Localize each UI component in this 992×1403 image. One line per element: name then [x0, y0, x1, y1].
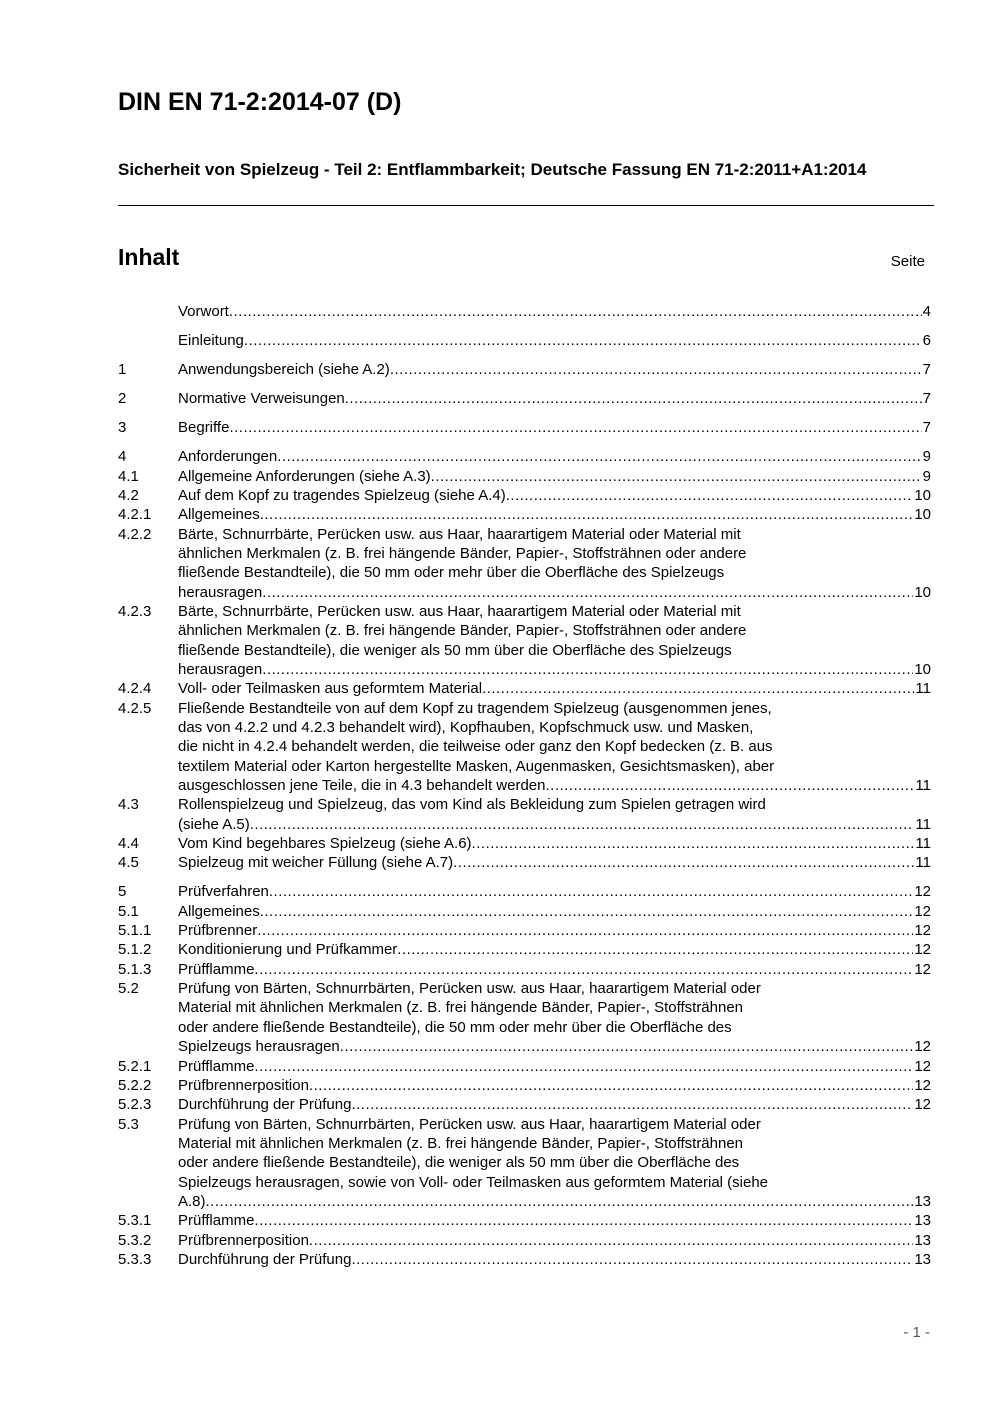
- toc-entry-number: 4.2.4: [118, 680, 152, 698]
- toc-dot-leader: [309, 1231, 913, 1250]
- toc-entry-page: 12: [914, 1038, 931, 1056]
- toc-entry-title-line: Spielzeugs herausragen, sowie von Voll- oder Teilmasken aus geformtem Material (siehe: [178, 1173, 769, 1191]
- toc-entry-page: 13: [914, 1231, 931, 1249]
- toc-entry-number: [118, 302, 178, 321]
- header-divider: [118, 205, 934, 206]
- toc-entry-title-line: Anwendungsbereich (siehe A.2): [178, 361, 390, 379]
- toc-entry[interactable]: [118, 679, 931, 698]
- toc-entry-page: 7: [922, 419, 931, 437]
- toc-dot-leader: [453, 853, 914, 872]
- toc-entry[interactable]: [118, 418, 931, 437]
- toc-entry-number: 5.2: [118, 980, 139, 998]
- toc-entry-page: 11: [915, 854, 931, 872]
- toc-entry[interactable]: [118, 853, 931, 872]
- toc-entry[interactable]: [118, 1231, 931, 1250]
- toc-entry-number: 5: [118, 883, 127, 901]
- toc-entry-number: 4.4: [118, 835, 139, 853]
- toc-entry[interactable]: [118, 940, 931, 959]
- toc-entry[interactable]: [118, 1115, 931, 1212]
- document-subtitle: Sicherheit von Spielzeug - Teil 2: Entflammbarkeit; Deutsche Fassung EN 71-2:2011+A1:2014: [118, 160, 867, 179]
- toc-entry-title-line: Prüfbrenner: [178, 922, 258, 940]
- toc-entry-title-line: Spielzeugs herausragen: [178, 1038, 340, 1056]
- toc-entry-page: 12: [914, 1096, 931, 1114]
- toc-entry-page: 12: [914, 883, 931, 901]
- toc-entry-page: 7: [922, 390, 931, 408]
- toc-entry[interactable]: [118, 389, 931, 408]
- toc-entry-number: 2: [118, 390, 127, 408]
- toc-entry[interactable]: [118, 699, 931, 796]
- toc-entry-title-line: Prüfbrennerposition: [178, 1231, 309, 1249]
- toc-entry-title-line: Rollenspielzeug und Spielzeug, das vom Kind als Bekleidung zum Spielen getragen wird: [178, 796, 766, 814]
- toc-entry-page: 7: [922, 361, 931, 379]
- toc-dot-leader: [260, 505, 914, 524]
- toc-entry-number: 5.3.1: [118, 1212, 152, 1230]
- toc-entry[interactable]: [118, 360, 931, 379]
- toc-entry-title-line: Spielzeug mit weicher Füllung (siehe A.7): [178, 854, 454, 872]
- toc-entry-title-line: Prüfflamme: [178, 1212, 255, 1230]
- toc-dot-leader: [229, 418, 921, 437]
- toc-entry-page: 13: [914, 1250, 931, 1268]
- toc-entry-title-line: herausragen: [178, 583, 263, 601]
- toc-dot-leader: [262, 660, 913, 679]
- toc-entry-title-line: Prüfung von Bärten, Schnurrbärten, Perücken usw. aus Haar, haarartigem Material oder: [178, 1115, 761, 1133]
- toc-entry-number: 5.1.3: [118, 960, 152, 978]
- toc-entry-title-line: Fließende Bestandteile von auf dem Kopf zu tragendem Spielzeug (ausgenommen jenes,: [178, 699, 772, 717]
- toc-entry[interactable]: [118, 505, 931, 524]
- toc-spacer: [118, 437, 931, 447]
- toc-spacer: [118, 350, 931, 360]
- toc-entry[interactable]: [118, 1250, 931, 1269]
- toc-dot-leader: [257, 921, 913, 940]
- toc-entry-number: 1: [118, 361, 127, 379]
- toc-dot-leader: [269, 882, 913, 901]
- toc-entry-title-line: herausragen: [178, 660, 263, 678]
- toc-entry[interactable]: [118, 1057, 931, 1076]
- toc-dot-leader: [254, 960, 913, 979]
- toc-dot-leader: [390, 360, 922, 379]
- toc-entry-title-line: fließende Bestandteile), die 50 mm oder mehr über die Oberfläche des Spielzeugs: [178, 564, 725, 582]
- toc-entry-number: 5.2.3: [118, 1096, 152, 1114]
- toc-entry-number: 5.2.1: [118, 1057, 152, 1075]
- toc-entry-title-line: Auf dem Kopf zu tragendes Spielzeug (siehe A.4): [178, 486, 506, 504]
- toc-entry-number: 5.1: [118, 902, 139, 920]
- toc-entry-title-line: Allgemeine Anforderungen (siehe A.3): [178, 467, 431, 485]
- toc-entry-title-line: Durchführung der Prüfung: [178, 1250, 352, 1268]
- toc-entry-page: 11: [915, 680, 931, 698]
- toc-entry[interactable]: [118, 331, 931, 350]
- toc-entry-number: 5.3: [118, 1115, 139, 1133]
- toc-entry-page: 10: [914, 660, 931, 678]
- toc-entry-page: 10: [914, 583, 931, 601]
- toc-entry-number: [118, 331, 178, 350]
- page-number: - 1 -: [903, 1324, 930, 1341]
- toc-dot-leader: [309, 1076, 913, 1095]
- toc-dot-leader: [546, 776, 915, 795]
- toc-entry[interactable]: [118, 921, 931, 940]
- toc-entry[interactable]: [118, 902, 931, 921]
- toc-entry-number: 4.2.2: [118, 525, 152, 543]
- toc-dot-leader: [244, 331, 922, 350]
- toc-entry-number: 4.1: [118, 467, 139, 485]
- toc-entry[interactable]: [118, 960, 931, 979]
- toc-entry-title-line: Voll- oder Teilmasken aus geformtem Material: [178, 680, 483, 698]
- page-column-label: Seite: [890, 253, 925, 270]
- toc-dot-leader: [351, 1250, 913, 1269]
- toc-entry-number: 3: [118, 419, 127, 437]
- toc-entry-number: 4.2.1: [118, 506, 152, 524]
- toc-entry-title-line: die nicht in 4.2.4 behandelt werden, die teilweise oder ganz den Kopf bedecken (z. B. aus: [178, 738, 773, 756]
- toc-entry-title-line: Material mit ähnlichen Merkmalen (z. B. frei hängende Bänder, Papier-, Stoffsträhnen: [178, 1134, 744, 1152]
- toc-entry-page: 13: [914, 1192, 931, 1210]
- toc-entry-title-line: ähnlichen Merkmalen (z. B. frei hängende Bänder, Papier-, Stoffsträhnen oder andere: [178, 622, 747, 640]
- toc-entry-page: 11: [915, 777, 931, 794]
- toc-dot-leader: [206, 1192, 914, 1211]
- toc-dot-leader: [277, 447, 921, 466]
- toc-entry-number: 5.3.3: [118, 1250, 152, 1268]
- toc-entry-number: 4.2.5: [118, 699, 152, 717]
- toc-spacer: [118, 321, 931, 331]
- toc-entry-number: 4.2.3: [118, 602, 152, 620]
- toc-dot-leader: [229, 302, 922, 321]
- toc-entry-page: 10: [914, 506, 931, 524]
- toc-entry-title-line: Bärte, Schnurrbärte, Perücken usw. aus Haar, haarartigem Material oder Material mit: [178, 602, 741, 620]
- toc-entry-title-line: fließende Bestandteile), die weniger als 50 mm über die Oberfläche des Spielzeugs: [178, 641, 732, 659]
- toc-entry-number: 5.1.1: [118, 922, 152, 940]
- toc-entry[interactable]: [118, 1076, 931, 1095]
- toc-entry[interactable]: [118, 602, 931, 679]
- toc-entry-number: 4.2: [118, 486, 139, 504]
- toc-entry-number: 5.3.2: [118, 1231, 152, 1249]
- toc-entry-title-line: ähnlichen Merkmalen (z. B. frei hängende Bänder, Papier-, Stoffsträhnen oder andere: [178, 544, 747, 562]
- toc-entry-page: 12: [914, 960, 931, 978]
- toc-entry[interactable]: [118, 467, 931, 486]
- toc-entry-page: 9: [922, 448, 931, 466]
- toc-heading: Inhalt: [118, 244, 180, 270]
- toc-dot-leader: [482, 679, 914, 698]
- toc-entry-number: 4.3: [118, 796, 139, 814]
- toc-entry-page: 12: [914, 941, 931, 959]
- toc-entry[interactable]: [118, 979, 931, 1056]
- toc-entry-title-line: Prüfflamme: [178, 1057, 255, 1075]
- toc-entry[interactable]: [118, 1211, 931, 1230]
- toc-entry-page: 12: [914, 902, 931, 920]
- toc-dot-leader: [340, 1037, 914, 1056]
- toc-entry-title-line: Prüfverfahren: [178, 883, 269, 901]
- toc-dot-leader: [397, 940, 913, 959]
- toc-entry-page: 4: [922, 303, 931, 320]
- toc-entry-page: 12: [914, 1076, 931, 1094]
- toc-entry-title-line: A.8): [178, 1192, 206, 1210]
- toc-dot-leader: [254, 1211, 913, 1230]
- toc-entry-title-line: Durchführung der Prüfung: [178, 1096, 352, 1114]
- toc-dot-leader: [345, 389, 922, 408]
- toc-spacer: [118, 408, 931, 418]
- toc-dot-leader: [431, 467, 922, 486]
- document-title: DIN EN 71-2:2014-07 (D): [118, 88, 402, 116]
- toc-dot-leader: [472, 834, 915, 853]
- table-of-contents: [118, 302, 931, 1269]
- toc-entry-title-line: das von 4.2.2 und 4.2.3 behandelt wird), Kopfhauben, Kopfschmuck usw. und Masken,: [178, 718, 754, 736]
- toc-entry-title-line: Einleitung: [178, 332, 244, 350]
- toc-entry[interactable]: [118, 1095, 931, 1114]
- toc-entry-page: 12: [914, 1057, 931, 1075]
- toc-dot-leader: [351, 1095, 913, 1114]
- toc-entry-page: 11: [915, 815, 931, 833]
- toc-spacer: [118, 873, 931, 883]
- toc-entry-title-line: Konditionierung und Prüfkammer: [178, 941, 398, 959]
- toc-entry[interactable]: [118, 834, 931, 853]
- toc-entry[interactable]: [118, 525, 931, 602]
- toc-entry-title-line: oder andere fließende Bestandteile), die weniger als 50 mm über die Oberfläche des: [178, 1154, 740, 1172]
- toc-entry-title-line: Begriffe: [178, 419, 230, 437]
- toc-dot-leader: [254, 1057, 913, 1076]
- toc-entry-title-line: Allgemeines: [178, 902, 260, 920]
- toc-entry-title-line: Vorwort: [178, 303, 229, 320]
- toc-dot-leader: [260, 902, 914, 921]
- toc-entry[interactable]: [118, 447, 931, 466]
- toc-entry-number: 4.5: [118, 854, 139, 872]
- toc-entry-title-line: Prüfbrennerposition: [178, 1076, 309, 1094]
- toc-entry-number: 5.1.2: [118, 941, 152, 959]
- toc-dot-leader: [262, 583, 913, 602]
- toc-entry-title-line: textilem Material oder Karton hergestellte Masken, Augenmasken, Gesichtsmasken), aber: [178, 757, 775, 775]
- toc-entry-title-line: Vom Kind begehbares Spielzeug (siehe A.6): [178, 835, 472, 853]
- toc-entry-title-line: Normative Verweisungen: [178, 390, 345, 408]
- toc-entry[interactable]: [118, 486, 931, 505]
- toc-entry-page: 12: [914, 922, 931, 940]
- toc-entry-number: 5.2.2: [118, 1076, 152, 1094]
- toc-entry-number: 4: [118, 448, 127, 466]
- toc-entry[interactable]: [118, 795, 931, 834]
- toc-entry-title-line: oder andere fließende Bestandteile), die 50 mm oder mehr über die Oberfläche des: [178, 1018, 732, 1036]
- toc-spacer: [118, 379, 931, 389]
- toc-entry-title-line: (siehe A.5): [178, 815, 250, 833]
- toc-entry-title-line: ausgeschlossen jene Teile, die in 4.3 behandelt werden: [178, 777, 546, 794]
- toc-entry-title-line: Anforderungen: [178, 448, 278, 466]
- toc-entry-title-line: Bärte, Schnurrbärte, Perücken usw. aus Haar, haarartigem Material oder Material mit: [178, 525, 741, 543]
- toc-dot-leader: [250, 815, 915, 834]
- toc-entry[interactable]: [118, 302, 931, 321]
- toc-entry-title-line: Material mit ähnlichen Merkmalen (z. B. frei hängende Bänder, Papier-, Stoffsträhnen: [178, 999, 744, 1017]
- toc-entry-page: 9: [922, 467, 931, 485]
- toc-dot-leader: [506, 486, 914, 505]
- toc-entry-page: 6: [922, 332, 931, 350]
- toc-entry-page: 11: [915, 835, 931, 853]
- toc-entry-title-line: Prüfung von Bärten, Schnurrbärten, Perücken usw. aus Haar, haarartigem Material oder: [178, 980, 761, 998]
- toc-entry[interactable]: [118, 882, 931, 901]
- toc-entry-title-line: Prüfflamme: [178, 960, 255, 978]
- toc-entry-page: 10: [914, 486, 931, 504]
- toc-entry-title-line: Allgemeines: [178, 506, 260, 524]
- toc-entry-page: 13: [914, 1212, 931, 1230]
